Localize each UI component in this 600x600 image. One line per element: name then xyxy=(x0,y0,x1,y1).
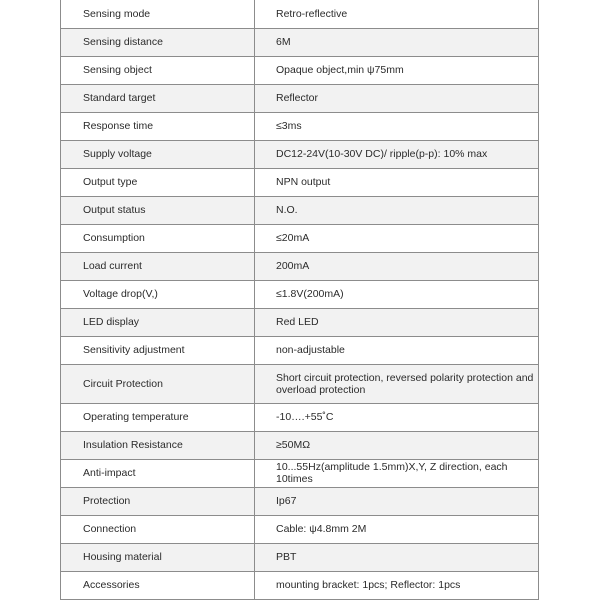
table-row xyxy=(61,543,539,571)
spec-label: Sensitivity adjustment xyxy=(61,336,255,364)
spec-value: Opaque object,min ψ75mm xyxy=(255,56,539,84)
spec-value: N.O. xyxy=(255,196,539,224)
spec-value: 6M xyxy=(255,28,539,56)
spec-value: PBT xyxy=(255,543,539,571)
spec-value: ≤1.8V(200mA) xyxy=(255,280,539,308)
spec-label: Standard target xyxy=(61,84,255,112)
spec-label: Anti-impact xyxy=(61,459,255,487)
spec-value: DC12-24V(10-30V DC)/ ripple(p-p): 10% max xyxy=(255,140,539,168)
table-row xyxy=(61,431,539,459)
spec-label: Consumption xyxy=(61,224,255,252)
spec-label: LED display xyxy=(61,308,255,336)
spec-value: Ip67 xyxy=(255,487,539,515)
spec-value: 200mA xyxy=(255,252,539,280)
table-row xyxy=(61,515,539,543)
spec-table xyxy=(60,0,539,600)
spec-value: Reflector xyxy=(255,84,539,112)
table-row xyxy=(61,28,539,56)
table-row xyxy=(61,224,539,252)
spec-value: 10...55Hz(amplitude 1.5mm)X,Y, Z direction, each 10times xyxy=(255,459,539,487)
spec-label: Circuit Protection xyxy=(61,364,255,403)
spec-label: Housing material xyxy=(61,543,255,571)
table-row xyxy=(61,168,539,196)
spec-value: ≥50MΩ xyxy=(255,431,539,459)
table-row xyxy=(61,140,539,168)
spec-value: non-adjustable xyxy=(255,336,539,364)
spec-value: ≤3ms xyxy=(255,112,539,140)
spec-label: Sensing distance xyxy=(61,28,255,56)
spec-label: Response time xyxy=(61,112,255,140)
table-row xyxy=(61,196,539,224)
spec-value: NPN output xyxy=(255,168,539,196)
spec-value: -10….+55˚C xyxy=(255,403,539,431)
table-row xyxy=(61,280,539,308)
spec-value: Red LED xyxy=(255,308,539,336)
spec-label: Supply voltage xyxy=(61,140,255,168)
spec-value: Short circuit protection, reversed polarity protection and overload protection xyxy=(255,364,539,403)
table-row xyxy=(61,56,539,84)
table-row xyxy=(61,571,539,599)
spec-value: mounting bracket: 1pcs; Reflector: 1pcs xyxy=(255,571,539,599)
spec-label: Load current xyxy=(61,252,255,280)
spec-value: Retro-reflective xyxy=(255,0,539,28)
table-row xyxy=(61,308,539,336)
table-row xyxy=(61,487,539,515)
spec-label: Operating temperature xyxy=(61,403,255,431)
spec-label: Sensing object xyxy=(61,56,255,84)
spec-label: Insulation Resistance xyxy=(61,431,255,459)
table-row xyxy=(61,84,539,112)
spec-label: Output status xyxy=(61,196,255,224)
spec-value: ≤20mA xyxy=(255,224,539,252)
table-row xyxy=(61,364,539,403)
table-row xyxy=(61,336,539,364)
spec-label: Output type xyxy=(61,168,255,196)
spec-label: Protection xyxy=(61,487,255,515)
table-row xyxy=(61,252,539,280)
table-row xyxy=(61,112,539,140)
table-row xyxy=(61,403,539,431)
spec-label: Sensing mode xyxy=(61,0,255,28)
spec-label: Voltage drop(V,) xyxy=(61,280,255,308)
table-row xyxy=(61,459,539,487)
spec-label: Connection xyxy=(61,515,255,543)
spec-value: Cable: ψ4.8mm 2M xyxy=(255,515,539,543)
spec-label: Accessories xyxy=(61,571,255,599)
table-row xyxy=(61,0,539,28)
